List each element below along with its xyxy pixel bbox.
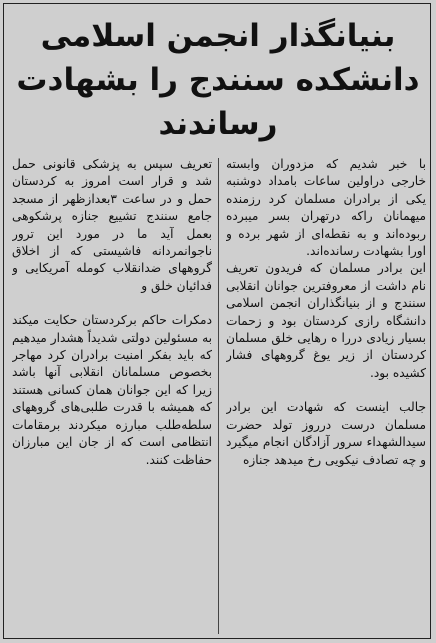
headline xyxy=(8,14,428,146)
headline-line-3: رساندند xyxy=(158,106,278,142)
headline-line-2: دانشکده سنندج را بشهادت xyxy=(16,62,420,98)
paragraph-gap xyxy=(226,382,426,399)
paragraph-5: دمکرات حاکم برکردستان حکایت میکند به مسئولین دولتی شدیداً هشدار میدهیم که باید بفکر امنیت برادران کرد مهاجر بخصوص مسلمانان انقلابی آنها باشد زیرا که این جوانان همان کسانی هستند که همیشه با قدرت طلبی‌های گروههای سلطه‌طلب مبارزه میکردند برمقامات انتظامی است که از جان این مبارزان حفاظت کنند. xyxy=(12,313,212,467)
article-column-left xyxy=(12,156,212,636)
paragraph-1: با خبر شدیم که مزدوران وابسته خارجی دراولین ساعات بامداد دوشنبه یکی از برادران مسلمان کرد رزمنده میهمانان راکه درتهران بسر میبرده ربوده‌اند و به نقطه‌ای از شهر برده و اورا بشهادت رسانده‌اند. xyxy=(226,157,426,259)
paragraph-3: جالب اینست که شهادت این برادر مسلمان درست درروز تولد حضرت سیدالشهداء سرور آزادگان انجام میگیرد و چه تصادف نیکویی رخ میدهد جنازه xyxy=(226,400,426,467)
article-column-right xyxy=(226,156,426,636)
headline-line-1: بنیانگذار انجمن اسلامی xyxy=(40,18,396,54)
column-divider xyxy=(218,158,219,634)
paragraph-4: تعریف سپس به پزشکی قانونی حمل شد و قرار است امروز به کردستان حمل و در ساعت ۳بعدازظهر از مسجد جامع سنندج تشییع جنازه پرشکوهی بعمل آید ما در مورد این ترور ناجوانمردانه فاشیستی که از اخلاق گروههای ضدانقلاب کومله آمریکایی و فدائیان خلق و xyxy=(12,157,212,293)
paragraph-2: این برادر مسلمان که فریدون تعریف نام داشت از معروفترین جوانان انقلابی سنندج و از بنیانگذاران انجمن اسلامی دانشگاه رازی کردستان بود و زحمات بسیار زیادی دررا ه رهایی خلق مسلمان کردستان از زیر یوغ گروههای فشار کشیده بود. xyxy=(226,261,426,380)
paragraph-gap xyxy=(12,295,212,312)
